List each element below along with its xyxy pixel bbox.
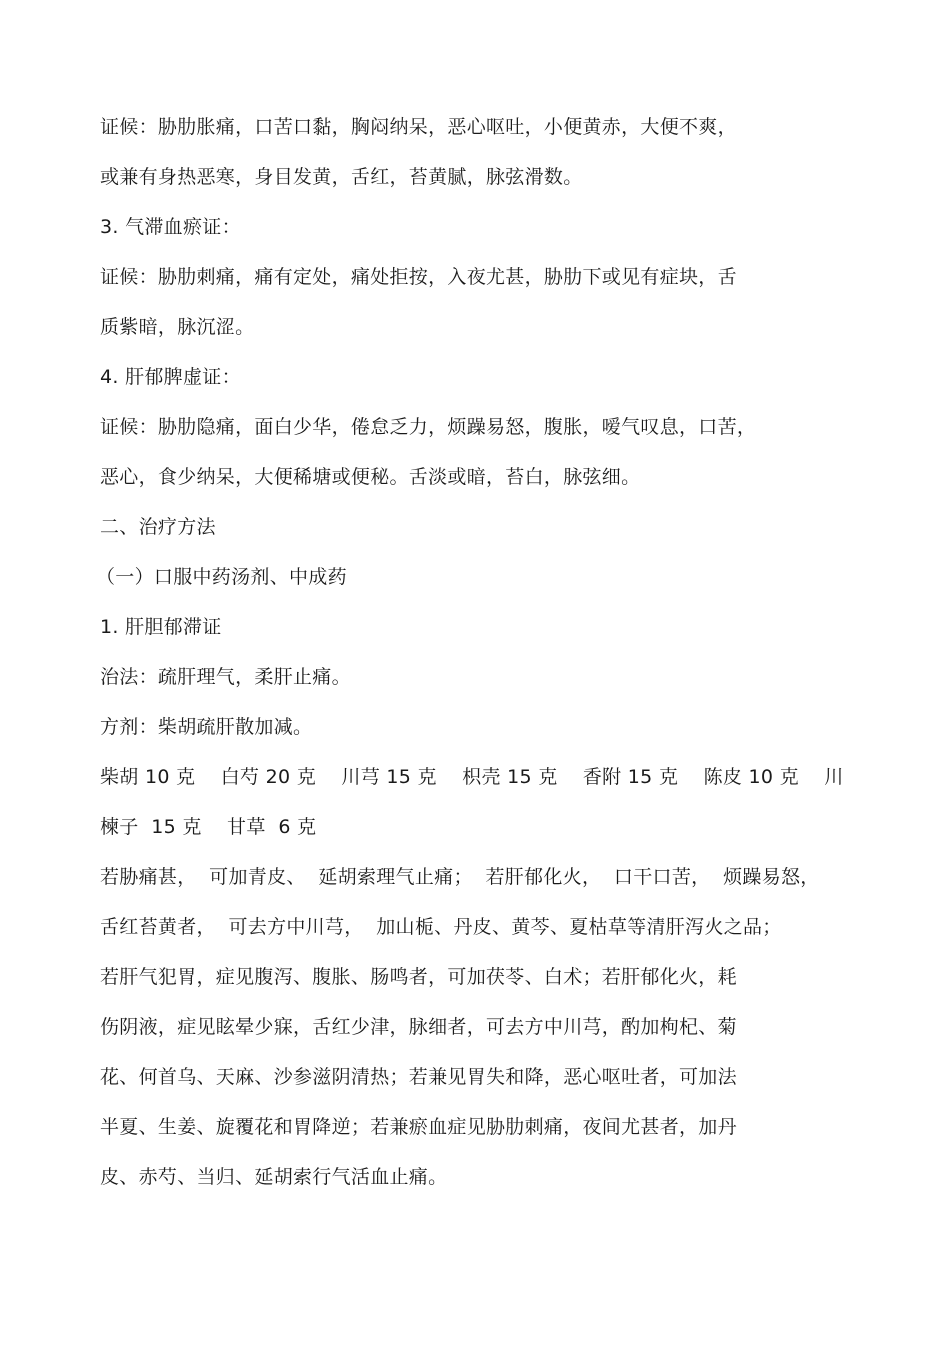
text-line: 若肝气犯胃，症见腹泻、腹胀、肠鸣者，可加茯苓、白术；若肝郁化火，耗 [100, 966, 737, 988]
text-line: 证候：胁肋刺痛，痛有定处，痛处拒按，入夜尤甚，胁肋下或见有症块，舌 [100, 266, 737, 288]
text-line: 半夏、生姜、旋覆花和胃降逆；若兼瘀血症见胁肋刺痛，夜间尤甚者，加丹 [100, 1116, 737, 1138]
herb-list-line: 楝子 15 克 甘草 6 克 [100, 816, 317, 838]
text-line: 治法：疏肝理气，柔肝止痛。 [100, 666, 351, 688]
subsection-heading: （一）口服中药汤剂、中成药 [96, 566, 347, 588]
text-line: 皮、赤芍、当归、延胡索行气活血止痛。 [100, 1166, 448, 1188]
text-line: 证候：胁肋隐痛，面白少华，倦怠乏力，烦躁易怒，腹胀，嗳气叹息，口苦， [100, 416, 757, 438]
herb-list-line: 柴胡 10 克 白芍 20 克 川芎 15 克 枳壳 15 克 香附 15 克 陈皮 10 克 川 [100, 766, 844, 788]
section-heading: 1. 肝胆郁滞证 [100, 616, 222, 638]
text-line: 或兼有身热恶寒，身目发黄，舌红，苔黄腻，脉弦滑数。 [100, 166, 583, 188]
text-line: 舌红苔黄者， 可去方中川芎， 加山栀、丹皮、黄芩、夏枯草等清肝泻火之品； [100, 916, 782, 938]
text-line: 证候：胁肋胀痛，口苦口黏，胸闷纳呆，恶心呕吐，小便黄赤，大便不爽， [100, 116, 737, 138]
section-heading: 二、治疗方法 [100, 516, 216, 538]
text-line: 花、何首乌、天麻、沙参滋阴清热；若兼见胃失和降，恶心呕吐者，可加法 [100, 1066, 737, 1088]
section-heading: 3. 气滞血瘀证： [100, 216, 241, 238]
text-line: 质紫暗，脉沉涩。 [100, 316, 255, 338]
text-line: 伤阴液，症见眩晕少寐，舌红少津，脉细者，可去方中川芎，酌加枸杞、菊 [100, 1016, 737, 1038]
text-line: 方剂：柴胡疏肝散加减。 [100, 716, 313, 738]
section-heading: 4. 肝郁脾虚证： [100, 366, 241, 388]
text-line: 恶心，食少纳呆，大便稀塘或便秘。舌淡或暗，苔白，脉弦细。 [100, 466, 641, 488]
text-line: 若胁痛甚， 可加青皮、 延胡索理气止痛； 若肝郁化火， 口干口苦， 烦躁易怒， [100, 866, 820, 888]
